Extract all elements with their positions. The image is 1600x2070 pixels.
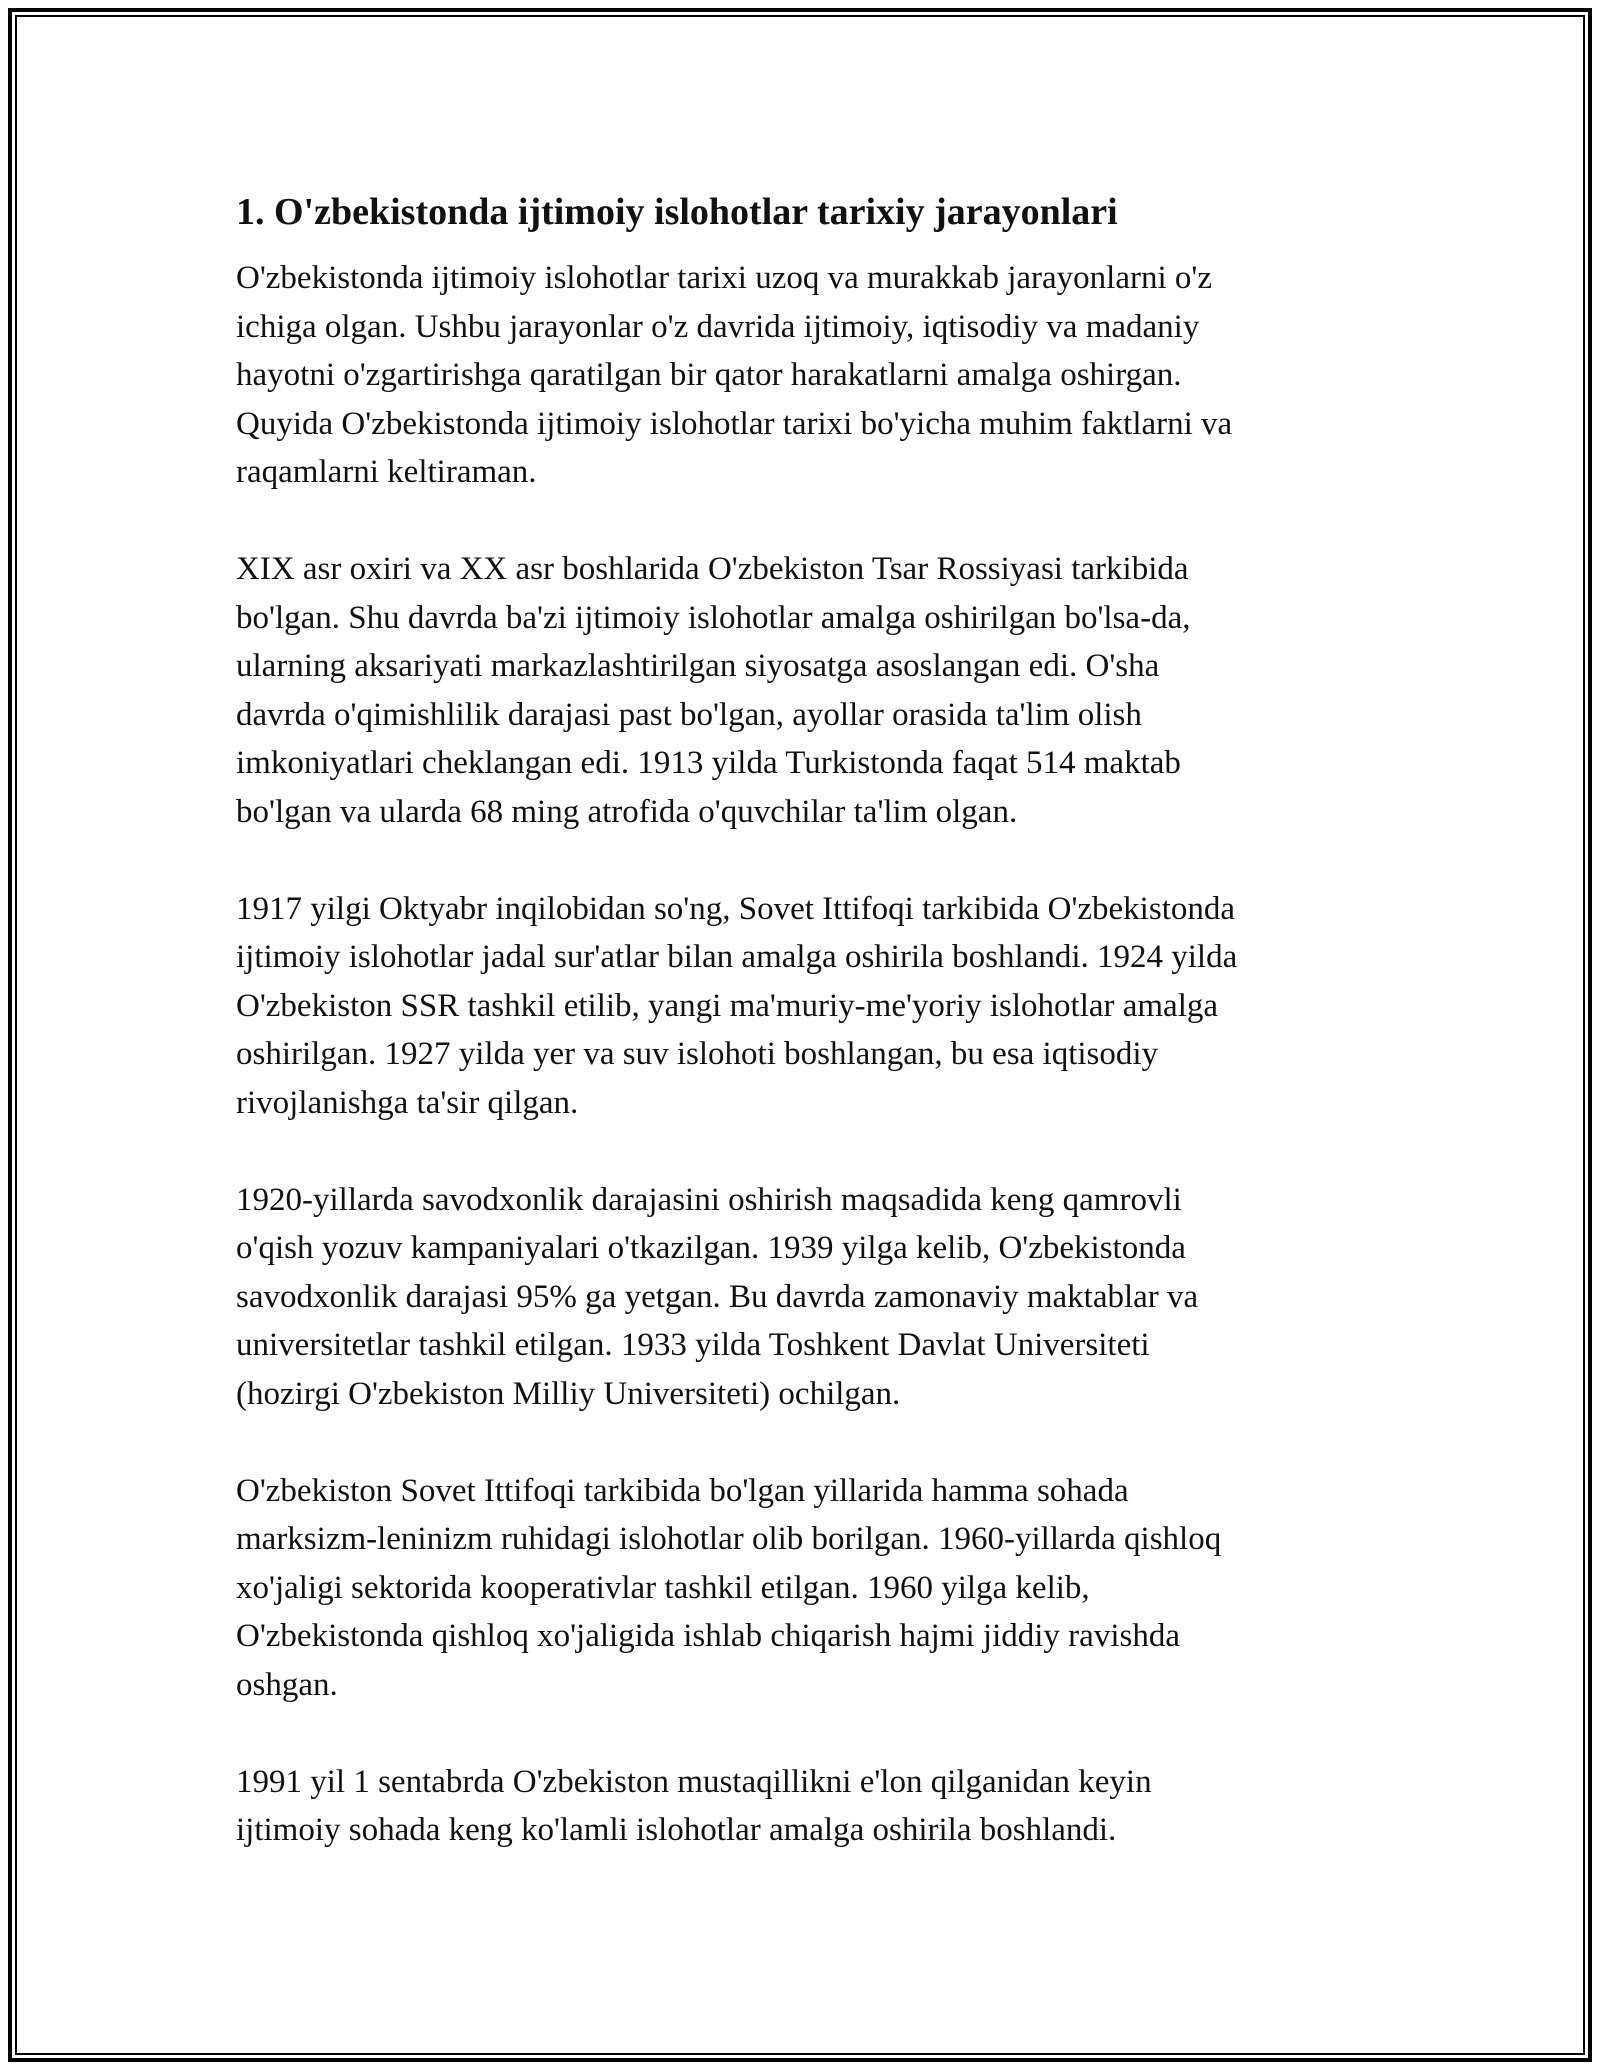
text-line: (hozirgi O'zbekiston Milliy Universiteti) ochilgan.: [236, 1375, 901, 1412]
text-line: imkoniyatlari cheklangan edi. 1913 yilda Turkistonda faqat 514 maktab: [236, 745, 1181, 781]
text-line: universitetlar tashkil etilgan. 1933 yilda Toshkent Davlat Universiteti: [236, 1327, 1150, 1363]
text-line: marksizm-leninizm ruhidagi islohotlar olib borilgan. 1960-yillarda qishloq: [236, 1521, 1222, 1557]
text-line: raqamlarni keltiraman.: [236, 454, 537, 490]
text-line: davrda o'qimishlilik darajasi past bo'lgan, ayollar orasida ta'lim olish: [236, 696, 1142, 733]
text-line: ichiga olgan. Ushbu jarayonlar o'z davrida ijtimoiy, iqtisodiy va madaniy: [236, 308, 1200, 345]
text-line: o'qish yozuv kampaniyalari o'tkazilgan. 1939 yilga kelib, O'zbekistonda: [236, 1230, 1186, 1266]
text-line: Quyida O'zbekistonda ijtimoiy islohotlar tarixi bo'yicha muhim faktlarni va: [236, 405, 1233, 442]
paragraph-independence: [236, 1758, 1366, 1855]
document-title: 1. O'zbekistonda ijtimoiy islohotlar tarixiy jarayonlari: [236, 191, 1118, 233]
paragraph-soviet-reforms: [236, 885, 1366, 1128]
text-line: O'zbekiston Sovet Ittifoqi tarkibida bo'lgan yillarida hamma sohada: [236, 1472, 1129, 1509]
text-line: hayotni o'zgartirishga qaratilgan bir qator harakatlarni amalga oshirgan.: [236, 357, 1182, 393]
text-line: O'zbekistonda ijtimoiy islohotlar tarixi uzoq va murakkab jarayonlarni o'z: [236, 260, 1212, 296]
text-line: ularning aksariyati markazlashtirilgan siyosatga asoslangan edi. O'sha: [236, 648, 1160, 684]
text-line: oshirilgan. 1927 yilda yer va suv islohoti boshlangan, bu esa iqtisodiy: [236, 1036, 1159, 1072]
text-line: rivojlanishga ta'sir qilgan.: [236, 1084, 579, 1121]
paragraph-tsarist-period: [236, 545, 1366, 836]
document-body: [236, 186, 1366, 1855]
paragraph-intro: [236, 254, 1366, 497]
text-line: xo'jaligi sektorida kooperativlar tashkil etilgan. 1960 yilga kelib,: [236, 1569, 1090, 1606]
text-line: ijtimoiy sohada keng ko'lamli islohotlar amalga oshirila boshlandi.: [236, 1812, 1117, 1848]
text-line: ijtimoiy islohotlar jadal sur'atlar bilan amalga oshirila boshlandi. 1924 yilda: [236, 939, 1238, 975]
text-line: bo'lgan va ularda 68 ming atrofida o'quvchilar ta'lim olgan.: [236, 793, 1018, 830]
text-line: oshgan.: [236, 1666, 338, 1703]
paragraph-literacy: [236, 1176, 1366, 1419]
text-line: 1917 yilgi Oktyabr inqilobidan so'ng, Sovet Ittifoqi tarkibida O'zbekistonda: [236, 890, 1236, 927]
text-line: savodxonlik darajasi 95% ga yetgan. Bu davrda zamonaviy maktablar va: [236, 1278, 1199, 1315]
text-line: 1991 yil 1 sentabrda O'zbekiston mustaqillikni e'lon qilganidan keyin: [236, 1763, 1152, 1800]
paragraph-agriculture: [236, 1467, 1366, 1710]
text-line: O'zbekistonda qishloq xo'jaligida ishlab chiqarish hajmi jiddiy ravishda: [236, 1618, 1180, 1654]
text-line: XIX asr oxiri va XX asr boshlarida O'zbekiston Tsar Rossiyasi tarkibida: [236, 551, 1189, 587]
text-line: 1920-yillarda savodxonlik darajasini oshirish maqsadida keng qamrovli: [236, 1181, 1182, 1218]
text-line: O'zbekiston SSR tashkil etilib, yangi ma'muriy-me'yoriy islohotlar amalga: [236, 987, 1219, 1024]
text-line: bo'lgan. Shu davrda ba'zi ijtimoiy islohotlar amalga oshirilgan bo'lsa-da,: [236, 599, 1191, 636]
